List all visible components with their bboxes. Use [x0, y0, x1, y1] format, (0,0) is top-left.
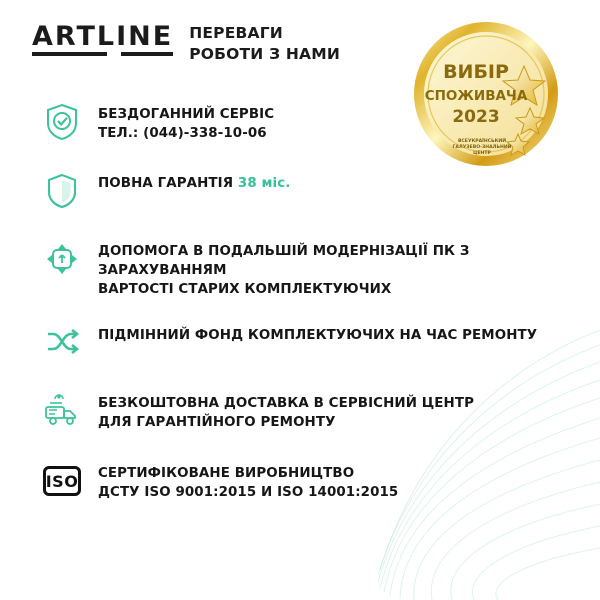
delivery-truck-icon — [40, 389, 84, 433]
award-footer-line3: ЦЕНТР — [473, 151, 491, 156]
shuffle-icon — [40, 321, 84, 365]
page-title-line1: ПЕРЕВАГИ — [189, 24, 283, 42]
check-shield-icon — [40, 100, 84, 144]
list-item-line2: ДСТУ ISO 9001:2015 И ISO 14001:2015 — [98, 485, 399, 500]
iso-badge-label: ISO — [43, 466, 81, 496]
brand-logo — [32, 22, 173, 56]
list-item-text — [98, 100, 274, 143]
list-item-line1: ПІДМІННИЙ ФОНД КОМПЛЕКТУЮЧИХ НА ЧАС РЕМОНТУ — [98, 328, 538, 343]
page-title-line2: РОБОТИ З НАМИ — [189, 45, 341, 63]
logo-underline-notch — [107, 52, 121, 56]
list-item — [40, 459, 560, 503]
upgrade-arrow-icon — [40, 237, 84, 281]
warranty-value: 38 міс. — [237, 176, 291, 191]
list-item-line2: ВАРТОСТІ СТАРИХ КОМПЛЕКТУЮЧИХ — [98, 282, 392, 297]
feature-list — [40, 100, 560, 503]
logo-underline — [32, 52, 173, 56]
list-item-line2: ТЕЛ.: (044)-338-10-06 — [98, 126, 267, 141]
list-item-line1: ДОПОМОГА В ПОДАЛЬШІЙ МОДЕРНІЗАЦІЇ ПК З ЗАРАХУВАННЯМ — [98, 244, 470, 278]
award-footer-line2: ГАЛУЗЕВО-ЗНАЛЬНИЙ — [452, 145, 512, 150]
award-title: ВИБІР — [443, 61, 509, 83]
list-item-text — [98, 169, 290, 193]
list-item-line1 — [98, 174, 290, 193]
iso-certificate-icon — [40, 459, 84, 503]
list-item — [40, 100, 560, 144]
list-item-text — [98, 389, 474, 432]
list-item-text — [98, 459, 398, 502]
award-subtitle: СПОЖИВАЧА — [424, 88, 528, 104]
list-item — [40, 169, 560, 213]
brand-logo-part1: ART — [32, 21, 97, 52]
list-item-line1: БЕЗКОШТОВНА ДОСТАВКА В СЕРВІСНИЙ ЦЕНТР — [98, 396, 474, 411]
list-item — [40, 389, 560, 433]
list-item — [40, 321, 560, 365]
list-item — [40, 237, 560, 299]
list-item-line1: БЕЗДОГАННИЙ СЕРВІС — [98, 107, 275, 122]
list-item-text — [98, 321, 537, 345]
brand-logo-part2: LINE — [96, 21, 174, 52]
list-item-line2: ДЛЯ ГАРАНТІЙНОГО РЕМОНТУ — [98, 415, 336, 430]
list-item-line1: СЕРТИФІКОВАНЕ ВИРОБНИЦТВО — [98, 466, 355, 481]
list-item-text — [98, 237, 560, 299]
shield-icon — [40, 169, 84, 213]
warranty-label: ПОВНА ГАРАНТІЯ — [98, 176, 238, 191]
header — [32, 22, 340, 65]
award-footer-line1: ВСЕУКРАЇНСЬКИЙ — [457, 139, 507, 144]
page-title — [189, 22, 340, 65]
award-year: 2023 — [452, 107, 500, 127]
